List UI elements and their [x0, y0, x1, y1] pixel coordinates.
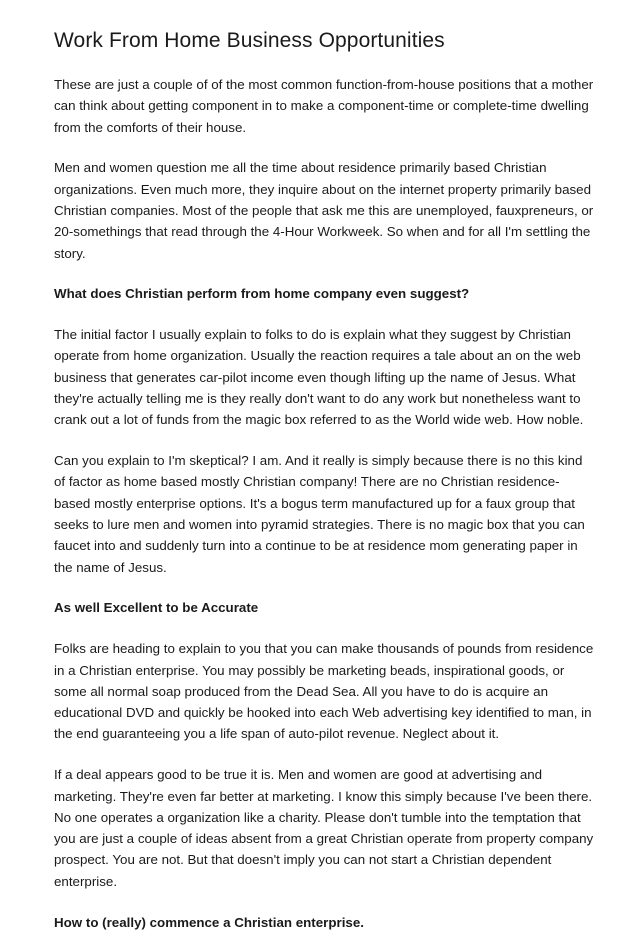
section-heading-meaning: What does Christian perform from home company even suggest? — [54, 286, 470, 302]
document-page — [54, 22, 594, 952]
paragraph-deal: If a deal appears good to be true it is. Men and women are good at advertising and marketing. They're even far better at marketing. I know this simply because I've been there. No one operates a organization like a charity. Please don't tumble into the temptation that you are just a couple of ideas absent from a great Christian operate from property company prospect. You are not. But that doesn't imply you can not start a Christian dependent enterprise. — [54, 767, 594, 889]
section-heading-too-good: As well Excellent to be Accurate — [54, 600, 259, 616]
paragraph-thousands: Folks are heading to explain to you that you can make thousands of pounds from residence in a Christian enterprise. You may possibly be marketing beads, inspirational goods, or some all normal soap produced from the Dead Sea. All you have to do is acquire an educational DVD and quickly be hooked into each Web advertising key identified to man, in the end guaranteeing you a life span of auto-pilot revenue. Neglect about it. — [54, 641, 594, 742]
paragraph-skeptical: Can you explain to I'm skeptical? I am. And it really is simply because there is no this kind of factor as home based mostly Christian company! There are no Christian residence-based mostly enterprise options. It's a bogus term manufactured up for a faux group that seeks to lure men and women into pyramid strategies. There is no magic box that you can faucet into and suddenly turn into a continue to be at residence mom generating paper in the name of Jesus. — [54, 453, 585, 575]
paragraph-intro: These are just a couple of of the most common function-from-house positions that a mother can think about getting component in to make a component-time or complete-time dwelling from the comforts of their house. — [54, 77, 594, 135]
paragraph-initial-factor: The initial factor I usually explain to folks to do is explain what they suggest by Christian operate from home organization. Usually the reaction requires a tale about an on the web business that generates car-pilot income even though lifting up the name of Jesus. What they're actually telling me is they really don't want to do any work but nonetheless want to crank out a lot of funds from the magic box referred to as the World wide web. How noble. — [54, 327, 584, 428]
paragraph-question: Men and women question me all the time about residence primarily based Christian organizations. Even much more, they inquire about on the internet property primarily based Christian companies. Most of the people that ask me this are unemployed, fauxpreneurs, or 20-somethings that read through the 4-Hour Workweek. So when and for all I'm settling the story. — [54, 160, 594, 261]
page-title: Work From Home Business Opportunities — [54, 29, 445, 52]
section-heading-how-to: How to (really) commence a Christian enterprise. — [54, 914, 364, 930]
